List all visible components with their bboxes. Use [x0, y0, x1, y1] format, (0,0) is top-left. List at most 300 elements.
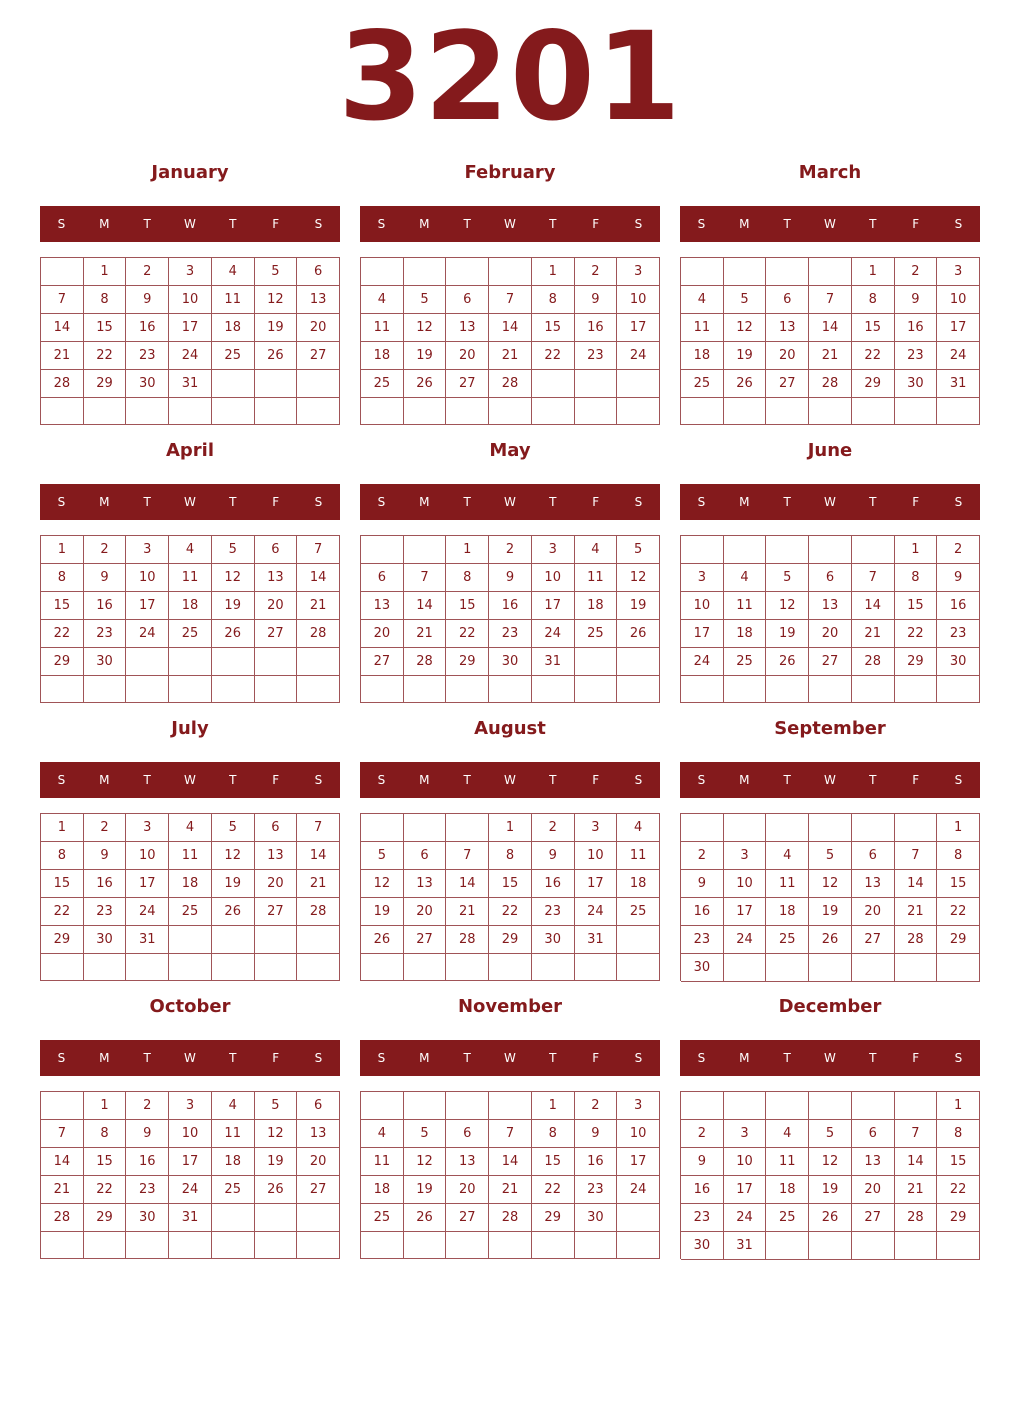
empty-cell [809, 398, 852, 425]
empty-cell [446, 1232, 489, 1259]
day-cell: 16 [575, 1148, 618, 1176]
weekday-label: M [419, 495, 430, 509]
day-cell: 20 [809, 620, 852, 648]
day-cell: 25 [766, 926, 809, 954]
day-cell: 25 [766, 1204, 809, 1232]
weekday-header [360, 206, 660, 242]
weekday-label: T [549, 1051, 557, 1065]
weekday-label: F [592, 773, 600, 787]
day-cell: 19 [766, 620, 809, 648]
day-cell: 9 [895, 286, 938, 314]
day-grid [680, 813, 980, 981]
day-cell: 10 [169, 286, 212, 314]
empty-cell [895, 954, 938, 982]
empty-cell [617, 926, 660, 954]
weekday-label: T [783, 217, 791, 231]
weekday-label: M [99, 773, 110, 787]
day-cell: 26 [212, 898, 255, 926]
empty-cell [852, 1092, 895, 1120]
day-cell: 19 [809, 898, 852, 926]
day-cell: 10 [126, 564, 169, 592]
day-grid [360, 1091, 660, 1259]
empty-cell [852, 676, 895, 703]
day-cell: 15 [937, 1148, 980, 1176]
day-cell: 4 [575, 536, 618, 564]
day-cell: 1 [446, 536, 489, 564]
empty-cell [489, 676, 532, 703]
day-cell: 29 [41, 648, 84, 676]
day-cell: 27 [255, 620, 298, 648]
day-cell: 26 [724, 370, 767, 398]
weekday-label: T [229, 1051, 237, 1065]
day-cell: 3 [724, 1120, 767, 1148]
day-cell: 6 [852, 842, 895, 870]
weekday-label: T [229, 495, 237, 509]
day-cell: 19 [404, 1176, 447, 1204]
day-cell: 17 [617, 1148, 660, 1176]
empty-cell [404, 1092, 447, 1120]
empty-cell [489, 1232, 532, 1259]
day-cell: 12 [404, 1148, 447, 1176]
day-cell: 16 [895, 314, 938, 342]
day-cell: 2 [575, 1092, 618, 1120]
empty-cell [489, 954, 532, 981]
day-cell: 23 [937, 620, 980, 648]
day-cell: 27 [297, 342, 340, 370]
day-cell: 14 [895, 1148, 938, 1176]
day-cell: 1 [41, 814, 84, 842]
weekday-label: F [272, 495, 280, 509]
weekday-label: T [463, 773, 471, 787]
weekday-label: T [783, 773, 791, 787]
weekday-header [360, 762, 660, 798]
weekday-label: S [57, 773, 66, 787]
day-grid [680, 257, 980, 425]
day-cell: 16 [84, 870, 127, 898]
day-cell: 18 [617, 870, 660, 898]
day-cell: 27 [297, 1176, 340, 1204]
day-cell: 26 [766, 648, 809, 676]
weekday-label: S [634, 1051, 643, 1065]
day-cell: 31 [169, 370, 212, 398]
day-cell: 7 [404, 564, 447, 592]
day-cell: 12 [361, 870, 404, 898]
day-cell: 4 [169, 814, 212, 842]
empty-cell [617, 676, 660, 703]
weekday-label: S [377, 773, 386, 787]
weekday-header [680, 206, 980, 242]
weekday-label: T [143, 1051, 151, 1065]
day-cell: 7 [895, 842, 938, 870]
day-cell: 4 [766, 842, 809, 870]
empty-cell [446, 954, 489, 981]
day-cell: 1 [532, 258, 575, 286]
day-cell: 13 [852, 870, 895, 898]
day-grid [360, 257, 660, 425]
day-cell: 9 [575, 1120, 618, 1148]
day-cell: 15 [852, 314, 895, 342]
day-cell: 5 [212, 536, 255, 564]
day-cell: 24 [617, 1176, 660, 1204]
empty-cell [212, 370, 255, 398]
day-cell: 18 [681, 342, 724, 370]
empty-cell [681, 258, 724, 286]
day-cell: 22 [937, 1176, 980, 1204]
day-cell: 25 [361, 1204, 404, 1232]
weekday-label: T [463, 1051, 471, 1065]
weekday-label: W [184, 773, 196, 787]
empty-cell [84, 1232, 127, 1259]
day-grid [360, 813, 660, 981]
day-cell: 1 [489, 814, 532, 842]
day-cell: 7 [41, 1120, 84, 1148]
empty-cell [361, 954, 404, 981]
month-name: July [171, 718, 209, 739]
day-cell: 18 [212, 1148, 255, 1176]
weekday-label: F [912, 495, 920, 509]
weekday-label: M [99, 495, 110, 509]
day-cell: 11 [212, 286, 255, 314]
day-cell: 22 [489, 898, 532, 926]
day-cell: 29 [937, 1204, 980, 1232]
empty-cell [126, 954, 169, 981]
weekday-label: F [592, 217, 600, 231]
day-cell: 29 [532, 1204, 575, 1232]
empty-cell [361, 258, 404, 286]
day-cell: 30 [126, 370, 169, 398]
day-cell: 2 [84, 814, 127, 842]
empty-cell [681, 536, 724, 564]
weekday-label: F [912, 217, 920, 231]
day-cell: 13 [255, 564, 298, 592]
day-cell: 20 [446, 342, 489, 370]
day-cell: 28 [809, 370, 852, 398]
weekday-header [40, 762, 340, 798]
day-cell: 7 [297, 536, 340, 564]
day-cell: 21 [297, 870, 340, 898]
day-cell: 9 [575, 286, 618, 314]
month-name: May [489, 440, 531, 461]
empty-cell [724, 536, 767, 564]
day-cell: 24 [724, 926, 767, 954]
day-cell: 4 [766, 1120, 809, 1148]
day-cell: 26 [617, 620, 660, 648]
empty-cell [446, 676, 489, 703]
day-cell: 25 [617, 898, 660, 926]
day-cell: 5 [212, 814, 255, 842]
weekday-header [680, 1040, 980, 1076]
empty-cell [361, 1232, 404, 1259]
day-cell: 21 [489, 1176, 532, 1204]
empty-cell [255, 1232, 298, 1259]
day-cell: 31 [724, 1232, 767, 1260]
day-cell: 5 [361, 842, 404, 870]
weekday-label: S [314, 217, 323, 231]
empty-cell [212, 1232, 255, 1259]
day-cell: 16 [532, 870, 575, 898]
empty-cell [169, 1232, 212, 1259]
day-cell: 9 [681, 1148, 724, 1176]
day-cell: 16 [575, 314, 618, 342]
weekday-label: T [229, 217, 237, 231]
day-cell: 29 [937, 926, 980, 954]
day-cell: 24 [126, 620, 169, 648]
empty-cell [126, 398, 169, 425]
day-cell: 3 [724, 842, 767, 870]
day-cell: 6 [809, 564, 852, 592]
day-cell: 31 [532, 648, 575, 676]
empty-cell [361, 1092, 404, 1120]
day-cell: 20 [446, 1176, 489, 1204]
day-cell: 17 [724, 898, 767, 926]
day-cell: 4 [361, 286, 404, 314]
day-cell: 27 [404, 926, 447, 954]
weekday-label: F [912, 1051, 920, 1065]
day-cell: 8 [937, 1120, 980, 1148]
weekday-label: W [504, 773, 516, 787]
day-cell: 4 [169, 536, 212, 564]
day-cell: 21 [41, 1176, 84, 1204]
day-cell: 10 [724, 870, 767, 898]
day-cell: 11 [361, 314, 404, 342]
day-cell: 12 [809, 870, 852, 898]
empty-cell [766, 954, 809, 982]
day-cell: 4 [681, 286, 724, 314]
empty-cell [809, 814, 852, 842]
day-cell: 17 [681, 620, 724, 648]
day-grid [40, 813, 340, 981]
empty-cell [404, 398, 447, 425]
weekday-header [40, 484, 340, 520]
empty-cell [681, 814, 724, 842]
day-cell: 12 [404, 314, 447, 342]
day-cell: 8 [446, 564, 489, 592]
day-cell: 23 [681, 1204, 724, 1232]
day-cell: 5 [404, 1120, 447, 1148]
weekday-label: S [314, 1051, 323, 1065]
day-cell: 3 [681, 564, 724, 592]
empty-cell [84, 398, 127, 425]
day-cell: 11 [766, 1148, 809, 1176]
day-cell: 4 [212, 258, 255, 286]
day-cell: 13 [297, 286, 340, 314]
day-cell: 7 [809, 286, 852, 314]
day-cell: 3 [575, 814, 618, 842]
day-cell: 19 [255, 314, 298, 342]
empty-cell [532, 370, 575, 398]
day-cell: 10 [937, 286, 980, 314]
day-cell: 6 [446, 1120, 489, 1148]
day-cell: 17 [937, 314, 980, 342]
month-name: November [457, 996, 563, 1017]
day-cell: 15 [532, 1148, 575, 1176]
empty-cell [809, 954, 852, 982]
day-cell: 20 [766, 342, 809, 370]
day-cell: 16 [681, 1176, 724, 1204]
day-cell: 15 [84, 314, 127, 342]
weekday-header [680, 762, 980, 798]
day-cell: 7 [489, 286, 532, 314]
day-cell: 9 [126, 286, 169, 314]
empty-cell [532, 676, 575, 703]
day-cell: 24 [169, 342, 212, 370]
day-cell: 22 [84, 1176, 127, 1204]
day-cell: 30 [575, 1204, 618, 1232]
day-cell: 15 [446, 592, 489, 620]
empty-cell [212, 954, 255, 981]
weekday-label: T [143, 495, 151, 509]
weekday-label: S [697, 773, 706, 787]
day-cell: 3 [532, 536, 575, 564]
day-cell: 28 [404, 648, 447, 676]
empty-cell [766, 258, 809, 286]
weekday-label: T [463, 495, 471, 509]
day-cell: 23 [575, 1176, 618, 1204]
day-cell: 27 [446, 370, 489, 398]
empty-cell [297, 676, 340, 703]
day-grid [40, 1091, 340, 1259]
day-cell: 28 [41, 1204, 84, 1232]
day-cell: 1 [937, 1092, 980, 1120]
day-cell: 29 [41, 926, 84, 954]
empty-cell [575, 676, 618, 703]
empty-cell [766, 676, 809, 703]
day-cell: 12 [809, 1148, 852, 1176]
empty-cell [361, 814, 404, 842]
day-cell: 19 [809, 1176, 852, 1204]
weekday-label: M [419, 1051, 430, 1065]
day-cell: 29 [84, 370, 127, 398]
empty-cell [255, 648, 298, 676]
day-cell: 6 [297, 258, 340, 286]
day-cell: 29 [852, 370, 895, 398]
day-cell: 18 [766, 1176, 809, 1204]
empty-cell [126, 1232, 169, 1259]
weekday-label: T [869, 217, 877, 231]
empty-cell [575, 1232, 618, 1259]
day-cell: 6 [255, 814, 298, 842]
empty-cell [766, 536, 809, 564]
day-cell: 20 [297, 1148, 340, 1176]
empty-cell [297, 926, 340, 954]
empty-cell [41, 258, 84, 286]
weekday-label: W [824, 495, 836, 509]
day-cell: 5 [809, 1120, 852, 1148]
day-cell: 28 [489, 1204, 532, 1232]
day-cell: 29 [446, 648, 489, 676]
weekday-label: S [634, 217, 643, 231]
day-cell: 7 [41, 286, 84, 314]
day-cell: 23 [532, 898, 575, 926]
day-cell: 7 [895, 1120, 938, 1148]
empty-cell [297, 1204, 340, 1232]
day-grid [40, 257, 340, 425]
day-cell: 14 [489, 314, 532, 342]
empty-cell [41, 1232, 84, 1259]
day-cell: 18 [212, 314, 255, 342]
weekday-label: S [954, 217, 963, 231]
empty-cell [724, 258, 767, 286]
empty-cell [255, 370, 298, 398]
day-grid [40, 535, 340, 703]
day-cell: 15 [895, 592, 938, 620]
day-cell: 14 [446, 870, 489, 898]
day-cell: 25 [575, 620, 618, 648]
day-cell: 21 [446, 898, 489, 926]
empty-cell [297, 1232, 340, 1259]
day-cell: 11 [212, 1120, 255, 1148]
day-cell: 29 [895, 648, 938, 676]
day-cell: 16 [126, 1148, 169, 1176]
day-cell: 3 [617, 1092, 660, 1120]
day-cell: 2 [937, 536, 980, 564]
day-cell: 21 [297, 592, 340, 620]
weekday-label: F [592, 1051, 600, 1065]
empty-cell [809, 536, 852, 564]
weekday-label: S [634, 773, 643, 787]
day-cell: 28 [895, 926, 938, 954]
day-cell: 6 [766, 286, 809, 314]
empty-cell [852, 954, 895, 982]
day-cell: 25 [212, 342, 255, 370]
day-cell: 9 [937, 564, 980, 592]
empty-cell [212, 648, 255, 676]
empty-cell [895, 398, 938, 425]
day-cell: 1 [532, 1092, 575, 1120]
day-cell: 17 [169, 314, 212, 342]
day-cell: 27 [852, 1204, 895, 1232]
day-cell: 27 [255, 898, 298, 926]
day-cell: 6 [852, 1120, 895, 1148]
weekday-label: F [592, 495, 600, 509]
day-cell: 30 [895, 370, 938, 398]
weekday-label: S [377, 1051, 386, 1065]
day-cell: 22 [41, 898, 84, 926]
empty-cell [937, 954, 980, 982]
day-cell: 17 [126, 870, 169, 898]
weekday-label: S [697, 1051, 706, 1065]
empty-cell [724, 1092, 767, 1120]
day-grid [680, 1091, 980, 1259]
day-cell: 12 [255, 286, 298, 314]
day-cell: 6 [361, 564, 404, 592]
day-cell: 8 [41, 842, 84, 870]
day-cell: 7 [852, 564, 895, 592]
month-name: August [474, 718, 546, 739]
weekday-label: W [184, 217, 196, 231]
empty-cell [404, 954, 447, 981]
day-cell: 14 [404, 592, 447, 620]
day-cell: 3 [937, 258, 980, 286]
month-name: October [149, 996, 231, 1017]
day-cell: 14 [297, 842, 340, 870]
day-cell: 4 [617, 814, 660, 842]
empty-cell [681, 1092, 724, 1120]
day-cell: 15 [937, 870, 980, 898]
day-cell: 20 [852, 898, 895, 926]
day-cell: 8 [532, 286, 575, 314]
empty-cell [489, 398, 532, 425]
weekday-label: T [229, 773, 237, 787]
day-cell: 22 [852, 342, 895, 370]
empty-cell [169, 926, 212, 954]
empty-cell [809, 676, 852, 703]
day-cell: 21 [489, 342, 532, 370]
weekday-header [40, 206, 340, 242]
empty-cell [489, 258, 532, 286]
weekday-label: T [143, 773, 151, 787]
day-cell: 3 [169, 1092, 212, 1120]
